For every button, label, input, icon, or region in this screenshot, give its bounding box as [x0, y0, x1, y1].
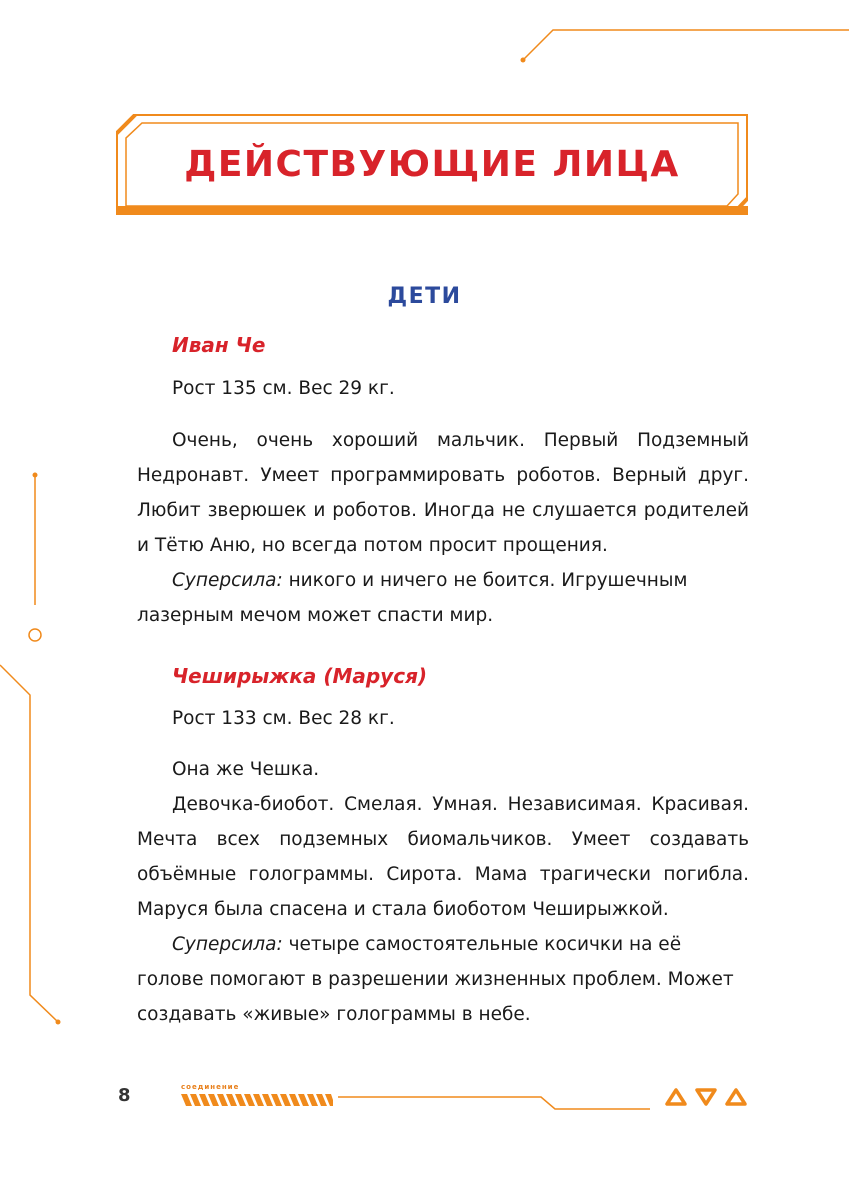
superpower-label: Суперсила:: [172, 570, 283, 591]
character-name: Иван Че: [172, 333, 266, 357]
character-stats: Рост 133 см. Вес 28 кг.: [172, 708, 395, 729]
description-paragraph: Она же Чешка.: [172, 759, 320, 780]
superpower-paragraph: [137, 563, 749, 633]
character-name: Чеширыжка (Маруся): [172, 664, 428, 688]
superpower-paragraph: [137, 927, 749, 1032]
publisher-label: соединение: [181, 1083, 240, 1091]
description-paragraph: Девочка-биобот. Смелая. Умная. Независимая. Красивая. Мечта всех подземных биомальчиков. Умеет создавать объёмные голограммы. Сирота. Мама трагически погибла. Маруся была спасена и стала биоботом Чеширыжкой.: [137, 794, 749, 920]
character-description: [137, 423, 749, 633]
superpower-text: четыре самостоятельные косички на её голове помогают в разрешении жизненных проблем. Может создавать «живые» голограммы в небе.: [137, 934, 734, 1025]
superpower-label: Суперсила:: [172, 934, 283, 955]
triangles-logo-icon: [664, 1087, 748, 1107]
character-description: [137, 752, 749, 1032]
character-stats: Рост 135 см. Вес 29 кг.: [172, 378, 395, 399]
stripes-decoration: [181, 1094, 333, 1106]
page-number: 8: [118, 1085, 131, 1106]
description-paragraph: Очень, очень хороший мальчик. Первый Подземный Недронавт. Умеет программировать роботов. Верный друг. Любит зверюшек и роботов. Иногда не слушается родителей и Тётю Аню, но всегда потом просит прощения.: [137, 430, 749, 556]
superpower-text: никого и ничего не боится. Игрушечным лазерным мечом может спасти мир.: [137, 570, 688, 626]
page-title: ДЕЙСТВУЮЩИЕ ЛИЦА: [184, 144, 680, 185]
section-title: ДЕТИ: [387, 284, 462, 309]
